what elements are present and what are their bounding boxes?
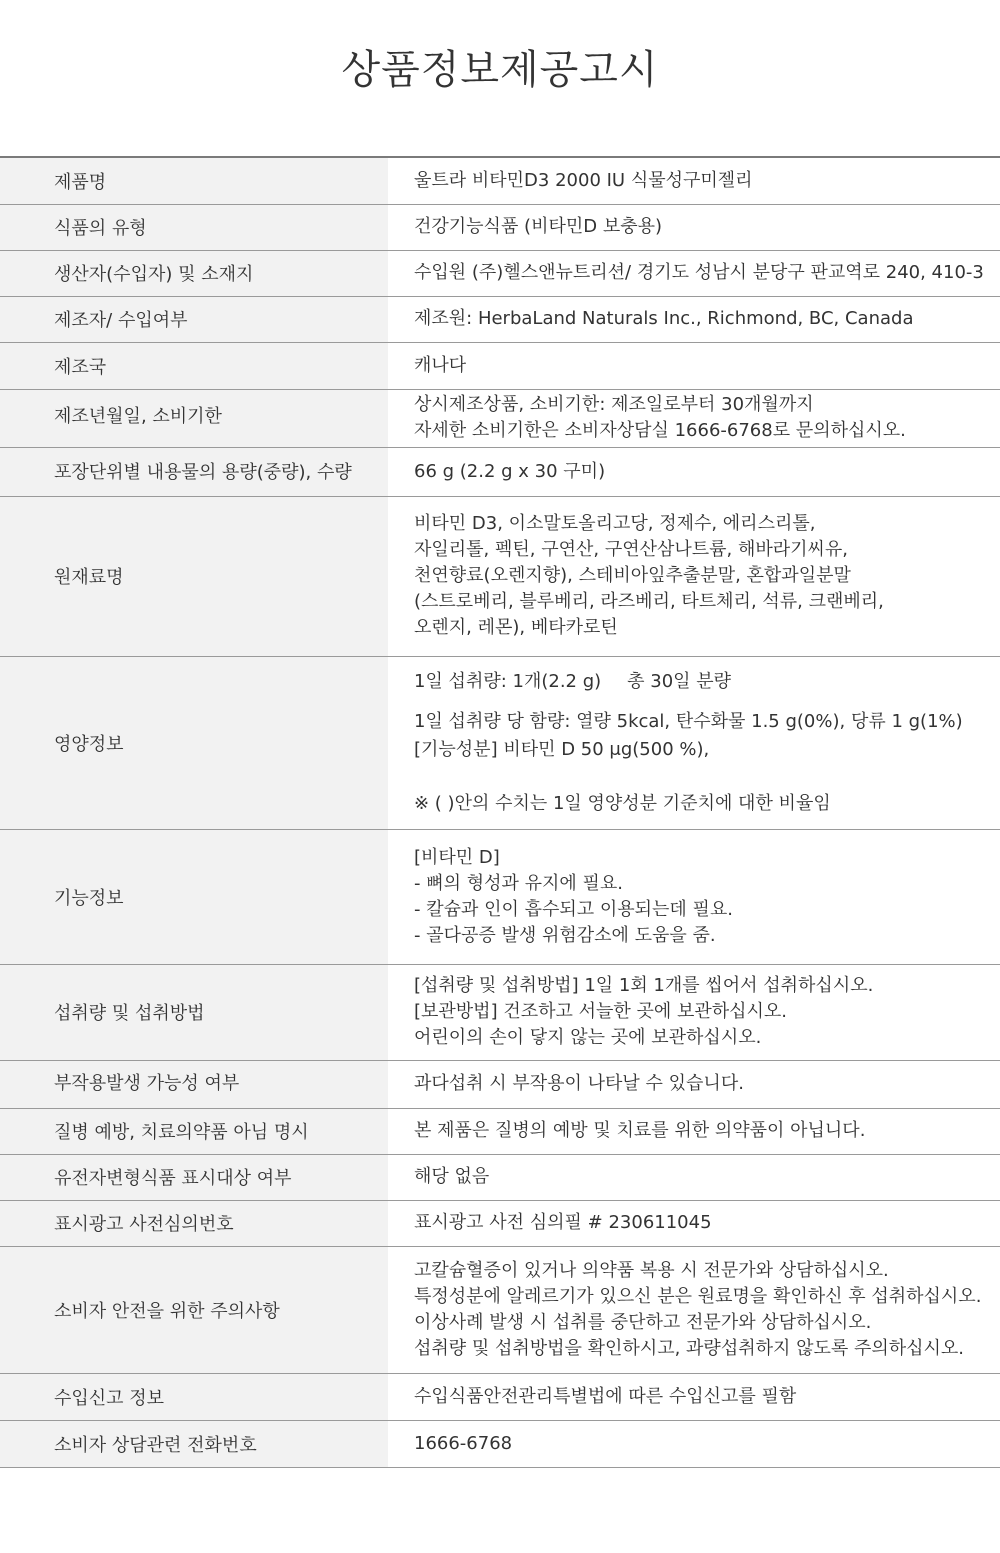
row-label: 제조년월일, 소비기한 [0, 389, 388, 447]
row-label: 유전자변형식품 표시대상 여부 [0, 1154, 388, 1200]
table-row [0, 656, 1000, 829]
value-line: 건강기능식품 (비타민D 보충용) [414, 216, 663, 237]
row-label: 섭취량 및 섭취방법 [0, 964, 388, 1060]
value-line: 과다섭취 시 부작용이 나타날 수 있습니다. [414, 1073, 744, 1094]
row-label: 표시광고 사전심의번호 [0, 1200, 388, 1246]
row-label: 영양정보 [0, 656, 388, 829]
table-row [0, 1420, 1000, 1467]
value-line: 고칼슘혈증이 있거나 의약품 복용 시 전문가와 상담하십시오. [414, 1259, 889, 1281]
table-row [0, 447, 1000, 496]
table-row [0, 1060, 1000, 1108]
value-line: [비타민 D] [414, 846, 500, 868]
value-line: 제조원: HerbaLand Naturals Inc., Richmond, BC, Canada [414, 308, 914, 329]
row-value [388, 1200, 1000, 1246]
row-value [388, 1154, 1000, 1200]
table-row [0, 250, 1000, 296]
value-line: 자일리톨, 펙틴, 구연산, 구연산삼나트륨, 해바라기씨유, [414, 539, 849, 560]
value-line: 상시제조상품, 소비기한: 제조일로부터 30개월까지 [414, 394, 814, 415]
table-row [0, 1200, 1000, 1246]
value-line: 비타민 D3, 이소말토올리고당, 정제수, 에리스리톨, [414, 513, 816, 534]
value-line: [보관방법] 건조하고 서늘한 곳에 보관하십시오. [414, 1001, 788, 1022]
value-line: 1666-6768 [414, 1432, 513, 1454]
row-value [388, 250, 1000, 296]
serving-size: 1일 섭취량: 1개(2.2 g) [414, 670, 602, 692]
value-line: 오렌지, 레몬), 베타카로틴 [414, 617, 618, 638]
row-value [388, 496, 1000, 656]
table-row [0, 389, 1000, 447]
value-line: 이상사례 발생 시 섭취를 중단하고 전문가와 상담하십시오. [414, 1311, 872, 1333]
value-line: 해당 없음 [414, 1166, 490, 1187]
value-line: 표시광고 사전 심의필 # 230611045 [414, 1212, 712, 1233]
row-label: 수입신고 정보 [0, 1373, 388, 1420]
row-label: 원재료명 [0, 496, 388, 656]
row-label: 소비자 상담관련 전화번호 [0, 1420, 388, 1467]
row-value [388, 1420, 1000, 1467]
value-line: 어린이의 손이 닿지 않는 곳에 보관하십시오. [414, 1027, 762, 1048]
row-value [388, 1246, 1000, 1373]
value-line: 수입원 (주)헬스앤뉴트리션/ 경기도 성남시 분당구 판교역로 240, 410-3 [414, 262, 984, 283]
product-info-table [0, 156, 1000, 1468]
value-line: [섭취량 및 섭취방법] 1일 1회 1개를 씹어서 섭취하십시오. [414, 975, 874, 996]
row-label: 질병 예방, 치료의약품 아님 명시 [0, 1108, 388, 1154]
row-value [388, 656, 1000, 829]
table-row [0, 157, 1000, 204]
table-row [0, 964, 1000, 1060]
row-value [388, 296, 1000, 342]
row-label: 제품명 [0, 157, 388, 204]
row-label: 기능정보 [0, 829, 388, 964]
row-label: 소비자 안전을 위한 주의사항 [0, 1246, 388, 1373]
row-value [388, 1108, 1000, 1154]
page-header [0, 0, 1000, 156]
value-line: 울트라 비타민D3 2000 IU 식물성구미젤리 [414, 169, 753, 191]
value-line: 캐나다 [414, 354, 467, 376]
row-value [388, 204, 1000, 250]
row-label: 부작용발생 가능성 여부 [0, 1060, 388, 1108]
table-row [0, 204, 1000, 250]
total-servings: 총 30일 분량 [627, 670, 732, 692]
page-title: 상품정보제공고시 [341, 47, 659, 93]
row-value [388, 447, 1000, 496]
value-line: 특정성분에 알레르기가 있으신 분은 원료명을 확인하신 후 섭취하십시오. [414, 1285, 982, 1307]
table-row [0, 342, 1000, 389]
table-row [0, 829, 1000, 964]
row-value [388, 964, 1000, 1060]
table-row [0, 1246, 1000, 1373]
row-label: 생산자(수입자) 및 소재지 [0, 250, 388, 296]
table-row [0, 496, 1000, 656]
value-line: - 골다공증 발생 위험감소에 도움을 줌. [414, 924, 716, 946]
row-label: 제조국 [0, 342, 388, 389]
row-value [388, 1060, 1000, 1108]
row-label: 포장단위별 내용물의 용량(중량), 수량 [0, 447, 388, 496]
nutrition-note: ※ ( )안의 수치는 1일 영양성분 기준치에 대한 비율임 [414, 792, 831, 814]
row-label: 제조자/ 수입여부 [0, 296, 388, 342]
value-line: 66 g (2.2 g x 30 구미) [414, 460, 606, 482]
row-value [388, 157, 1000, 204]
row-label: 식품의 유형 [0, 204, 388, 250]
table-row [0, 1373, 1000, 1420]
table-row [0, 1154, 1000, 1200]
row-value [388, 829, 1000, 964]
row-value [388, 389, 1000, 447]
value-line: 1일 섭취량 당 함량: 열량 5kcal, 탄수화물 1.5 g(0%), 당류 1 g(1%) [414, 710, 963, 732]
value-line: 천연향료(오렌지향), 스테비아잎추출분말, 혼합과일분말 [414, 565, 851, 586]
value-line: 섭취량 및 섭취방법을 확인하시고, 과량섭취하지 않도록 주의하십시오. [414, 1337, 965, 1359]
serving-line [414, 668, 994, 696]
value-line: 자세한 소비기한은 소비자상담실 1666-6768로 문의하십시오. [414, 420, 906, 441]
value-line: (스트로베리, 블루베리, 라즈베리, 타트체리, 석류, 크랜베리, [414, 591, 884, 612]
table-row [0, 1108, 1000, 1154]
value-line: - 뼈의 형성과 유지에 필요. [414, 872, 623, 894]
row-value [388, 1373, 1000, 1420]
value-line: - 칼슘과 인이 흡수되고 이용되는데 필요. [414, 898, 734, 920]
row-value [388, 342, 1000, 389]
value-line: 수입식품안전관리특별법에 따른 수입신고를 필함 [414, 1385, 797, 1407]
table-row [0, 296, 1000, 342]
value-line: 본 제품은 질병의 예방 및 치료를 위한 의약품이 아닙니다. [414, 1120, 866, 1141]
value-line: [기능성분] 비타민 D 50 μg(500 %), [414, 738, 710, 760]
